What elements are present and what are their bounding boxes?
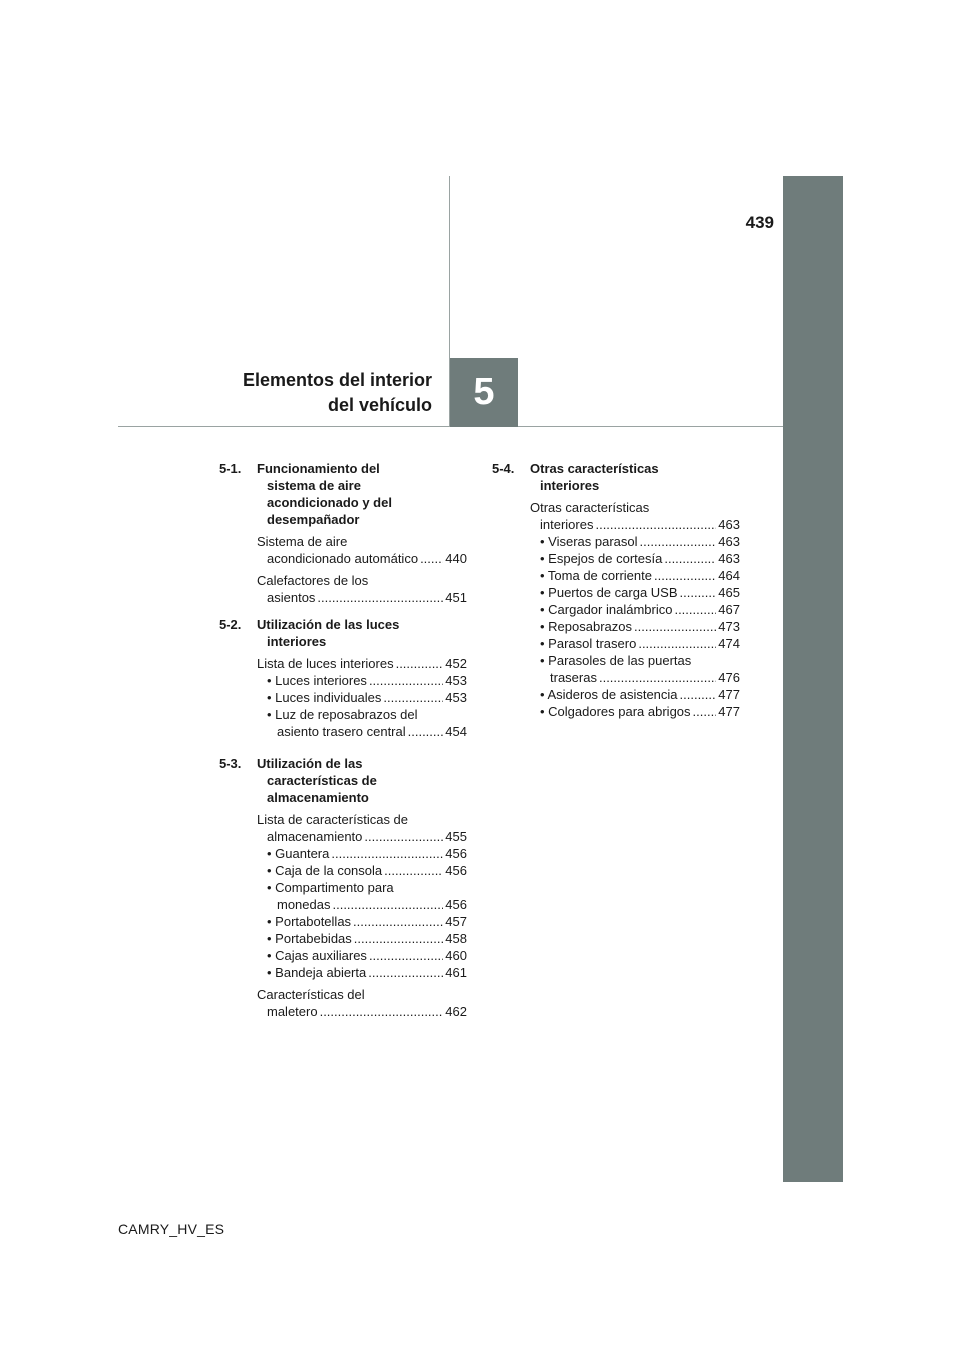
page-ref: 461 [445,965,467,980]
section-number: 5-1. [219,461,242,476]
chapter-title-line1: Elementos del interior [242,370,432,390]
page-ref: 467 [718,602,740,617]
toc-subentry[interactable]: • Luces individuales ..... 453 [257,689,467,706]
toc-subentry[interactable]: • Puertos de carga USB ..... 465 [530,584,740,601]
toc-section-5-3 [219,755,467,1020]
page-ref: 463 [718,551,740,566]
page-ref: 453 [445,673,467,688]
page-ref: 456 [445,863,467,878]
toc-entry[interactable]: Lista de características de almacenamiento ..... 455 [257,811,467,845]
toc-column-right [492,460,740,730]
page-ref: 457 [445,914,467,929]
toc-column-left [219,460,467,1030]
page-ref: 463 [718,517,740,532]
chapter-title [180,368,432,418]
toc-entry[interactable]: Lista de luces interiores ..... 452 [257,655,467,672]
toc-subentry[interactable]: • Bandeja abierta ..... 461 [257,964,467,981]
page-ref: 477 [718,704,740,719]
toc-entry[interactable]: Características del maletero ..... 462 [257,986,467,1020]
toc-subentry[interactable]: • Luz de reposabrazos del asiento trasero central ..... 454 [257,706,467,740]
page-ref: 464 [718,568,740,583]
toc-subentry[interactable]: • Toma de corriente ..... 464 [530,567,740,584]
section-number: 5-2. [219,617,242,632]
page-ref: 463 [718,534,740,549]
section-number: 5-3. [219,756,242,771]
chapter-side-tab [783,176,843,1182]
toc-subentry[interactable]: • Reposabrazos ..... 473 [530,618,740,635]
model-code-footer: CAMRY_HV_ES [118,1221,225,1237]
page-ref: 460 [445,948,467,963]
page-ref: 452 [445,656,467,671]
section-title[interactable]: Funcionamiento del sistema de aire acondicionado y del desempañador [257,461,392,527]
toc-subentry[interactable]: • Compartimento para monedas ..... 456 [257,879,467,913]
chapter-number-box: 5 [450,358,518,427]
chapter-title-line2: del vehículo [327,395,432,415]
toc-section-5-4 [492,460,740,720]
toc-subentry[interactable]: • Espejos de cortesía ..... 463 [530,550,740,567]
page-ref: 473 [718,619,740,634]
toc-entry[interactable]: Otras características interiores ..... 463 [530,499,740,533]
toc-subentry[interactable]: • Cargador inalámbrico ..... 467 [530,601,740,618]
page-ref: 476 [718,670,740,685]
page-ref: 440 [445,551,467,566]
page-ref: 477 [718,687,740,702]
page-ref: 456 [445,897,467,912]
toc-entry[interactable]: Calefactores de los asientos ..... 451 [257,572,467,606]
section-title[interactable]: Utilización de las características de almacenamiento [257,756,377,805]
page-ref: 454 [445,724,467,739]
toc-subentry[interactable]: • Cajas auxiliares ..... 460 [257,947,467,964]
toc-subentry[interactable]: • Luces interiores ..... 453 [257,672,467,689]
toc-section-5-2 [219,616,467,740]
page-ref: 462 [445,1004,467,1019]
toc-subentry[interactable]: • Colgadores para abrigos ..... 477 [530,703,740,720]
page-ref: 465 [718,585,740,600]
toc-section-5-1 [219,460,467,606]
toc-subentry[interactable]: • Caja de la consola ..... 456 [257,862,467,879]
toc-subentry[interactable]: • Parasoles de las puertas traseras ..... 476 [530,652,740,686]
page-ref: 474 [718,636,740,651]
toc-subentry[interactable]: • Asideros de asistencia ..... 477 [530,686,740,703]
toc-subentry[interactable]: • Portabotellas ..... 457 [257,913,467,930]
section-title[interactable]: Utilización de las luces interiores [257,617,400,649]
toc-subentry[interactable]: • Parasol trasero ..... 474 [530,635,740,652]
page-number: 439 [745,213,774,232]
toc-subentry[interactable]: • Guantera ..... 456 [257,845,467,862]
section-number: 5-4. [492,461,515,476]
page-ref: 453 [445,690,467,705]
toc-subentry[interactable]: • Portabebidas ..... 458 [257,930,467,947]
page-ref: 458 [445,931,467,946]
page-ref: 455 [445,829,467,844]
section-title[interactable]: Otras características interiores [530,461,659,493]
toc-entry[interactable]: Sistema de aire acondicionado automático ..... 440 [257,533,467,567]
page-ref: 456 [445,846,467,861]
page-ref: 451 [445,590,467,605]
toc-subentry[interactable]: • Viseras parasol ..... 463 [530,533,740,550]
